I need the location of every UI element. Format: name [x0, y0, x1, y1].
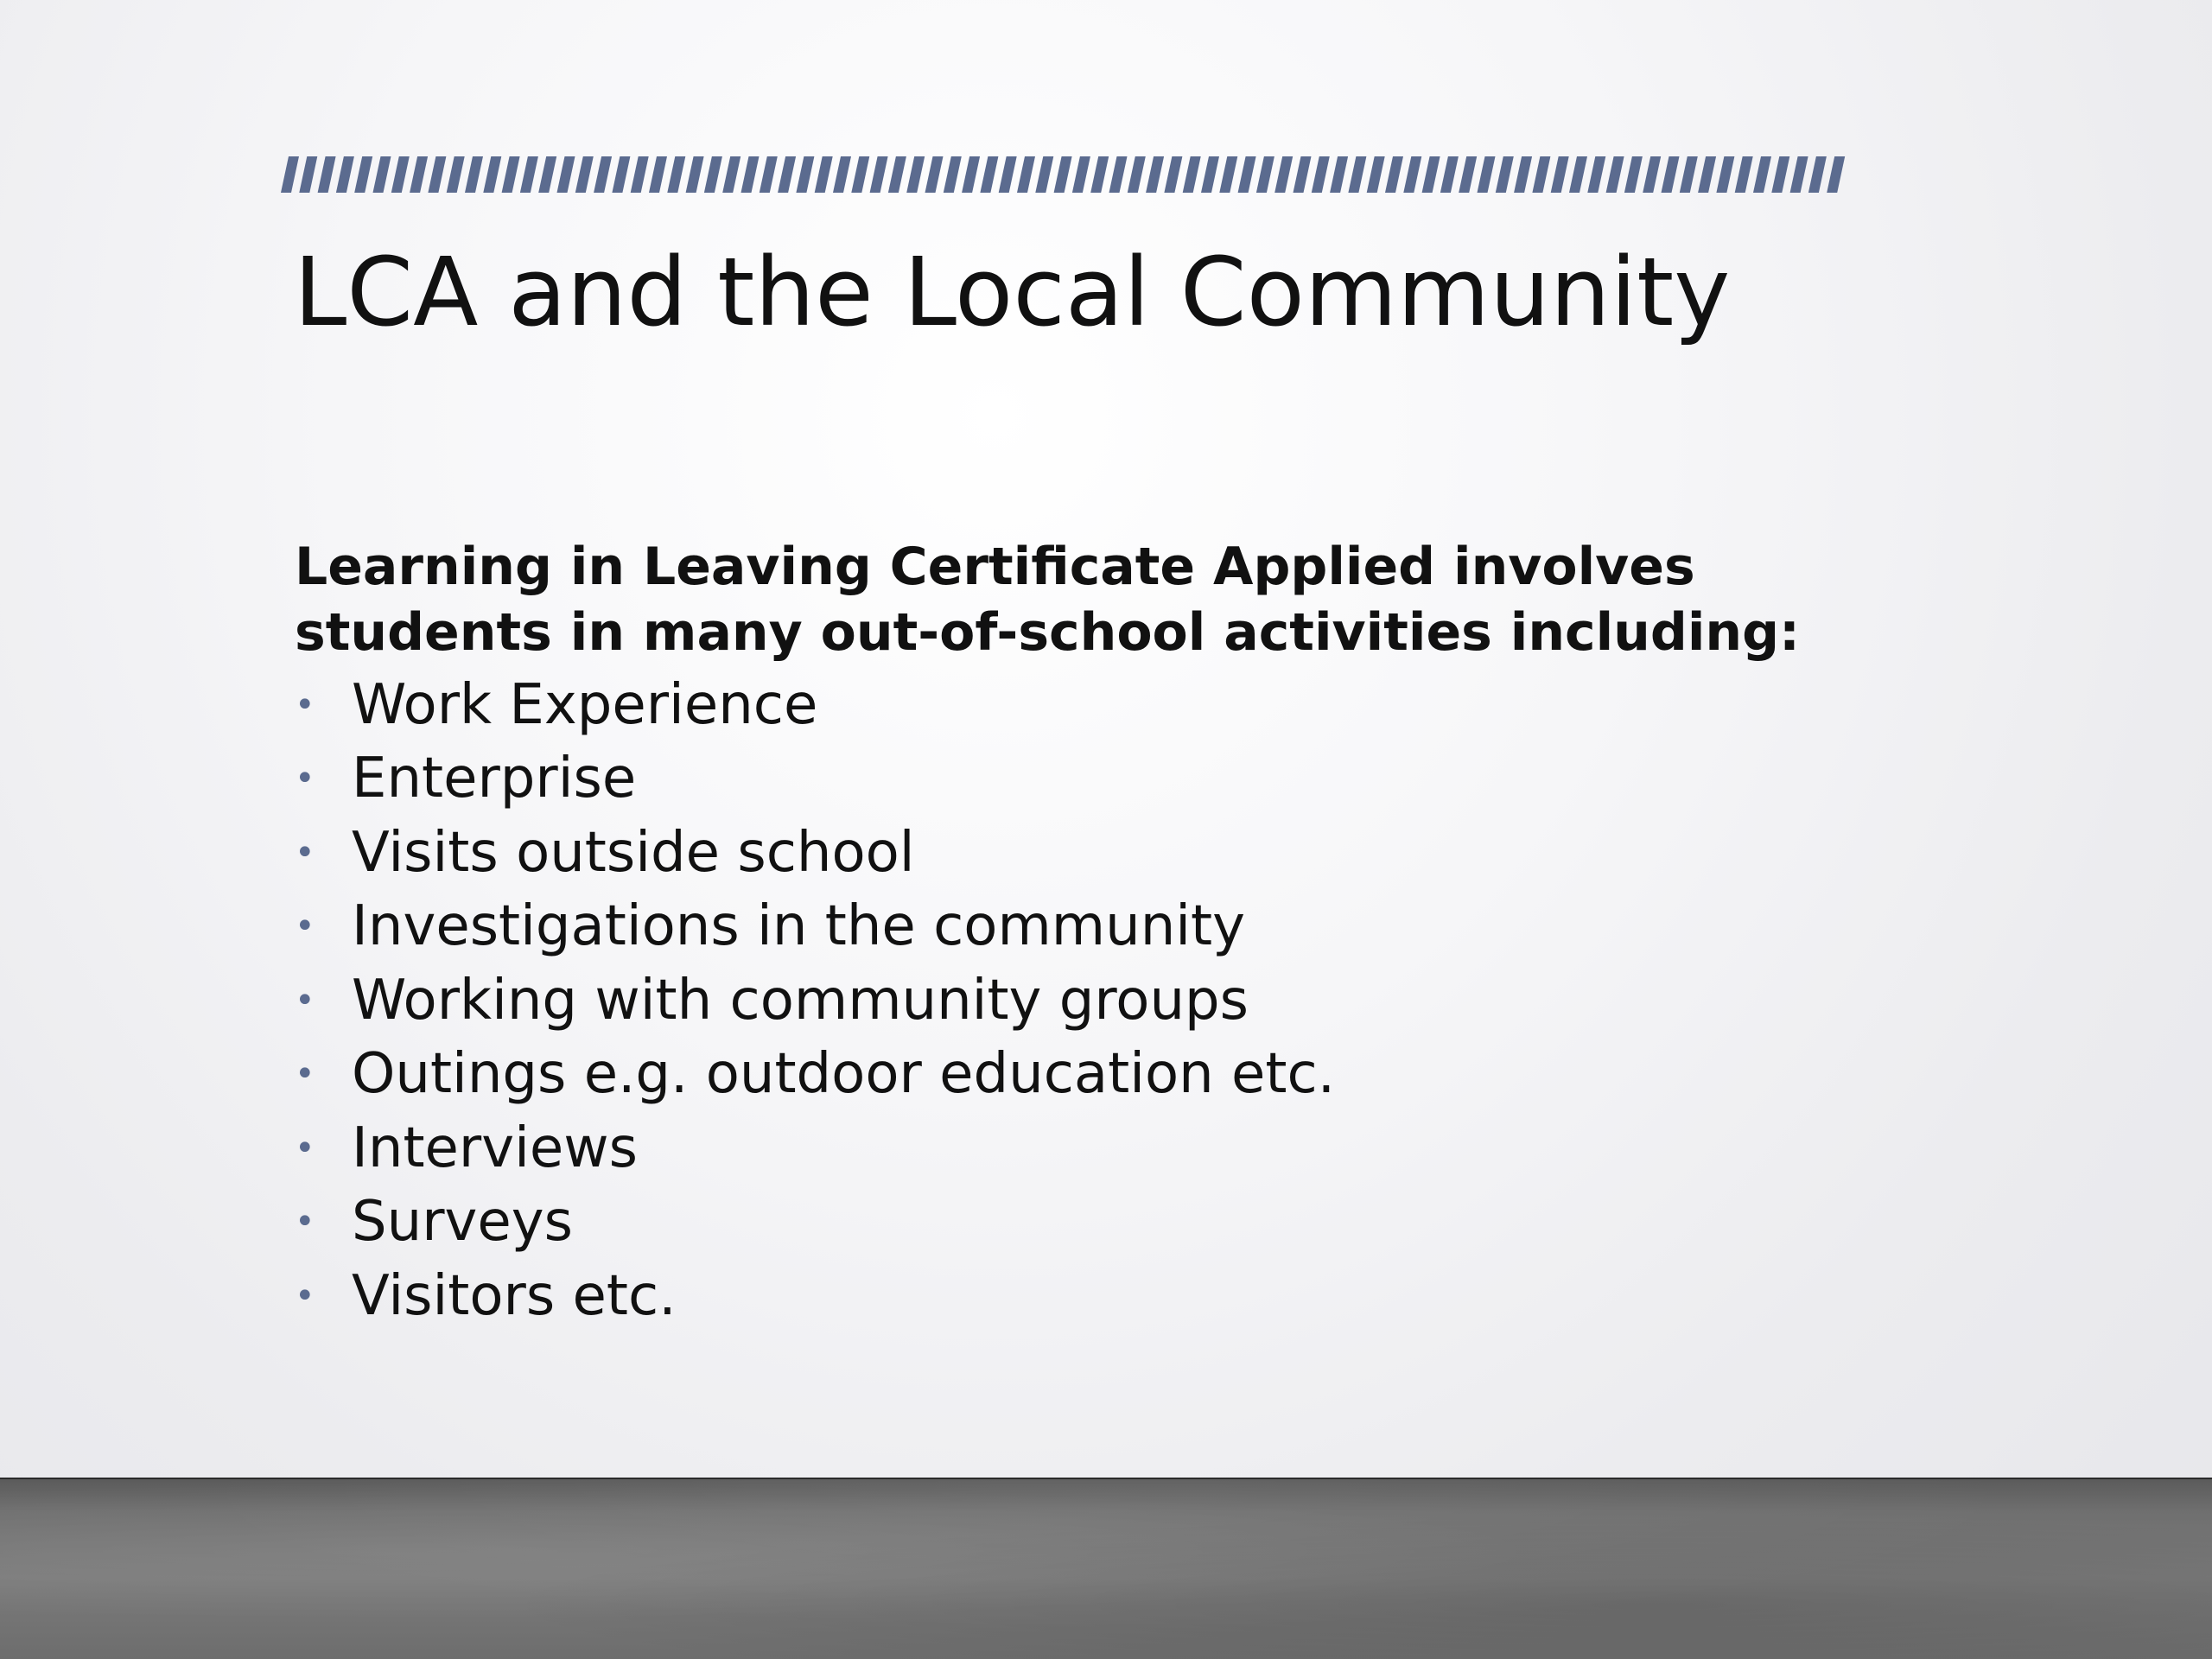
stripe-segment	[1035, 156, 1053, 193]
stripe-segment	[465, 156, 483, 193]
bullet-icon: •	[295, 906, 315, 947]
stripe-segment	[906, 156, 925, 193]
stripe-segment	[1790, 156, 1808, 193]
stripe-segment	[1256, 156, 1274, 193]
stripe-segment	[1017, 156, 1035, 193]
stripe-segment	[1440, 156, 1459, 193]
bullet-item	[295, 1111, 1335, 1185]
bullet-item	[295, 816, 1335, 890]
stripe-segment	[815, 156, 833, 193]
stripe-segment	[1238, 156, 1256, 193]
stripe-segment	[594, 156, 612, 193]
bullet-item	[295, 1185, 1335, 1260]
stripe-segment	[851, 156, 869, 193]
bullet-item	[295, 668, 1335, 742]
stripe-segment	[318, 156, 336, 193]
stripe-segment	[1183, 156, 1201, 193]
stripe-segment	[373, 156, 391, 193]
stripe-segment	[925, 156, 944, 193]
stripe-segment	[1551, 156, 1569, 193]
bullet-icon: •	[295, 1054, 315, 1095]
stripe-segment	[778, 156, 796, 193]
stripe-segment	[1164, 156, 1182, 193]
stripe-segment	[1146, 156, 1164, 193]
stripe-segment	[962, 156, 980, 193]
bullet-text: Surveys	[352, 1190, 573, 1255]
stripe-segment	[483, 156, 501, 193]
stripe-segment	[1274, 156, 1293, 193]
stripe-segment	[428, 156, 446, 193]
bullet-text: Enterprise	[352, 747, 637, 811]
stripe-segment	[631, 156, 649, 193]
stripe-segment	[1514, 156, 1532, 193]
stripe-segment	[1716, 156, 1734, 193]
bullet-icon: •	[295, 1128, 315, 1168]
stripe-segment	[1128, 156, 1146, 193]
stripe-segment	[760, 156, 778, 193]
stripe-segment	[299, 156, 317, 193]
stripe-segment	[1698, 156, 1716, 193]
bullet-text: Working with community groups	[352, 968, 1249, 1033]
bullet-text: Visits outside school	[352, 820, 915, 885]
stripe-segment	[391, 156, 410, 193]
stripe-segment	[667, 156, 685, 193]
intro-text: Learning in Leaving Certificate Applied involves students in many out-of-school activities including:	[295, 537, 1801, 663]
stripe-segment	[410, 156, 428, 193]
stripe-segment	[1496, 156, 1514, 193]
stripe-segment	[741, 156, 760, 193]
stripe-segment	[1330, 156, 1348, 193]
stripe-segment	[520, 156, 538, 193]
stripe-segment	[1662, 156, 1680, 193]
stripe-segment	[833, 156, 851, 193]
bullet-text: Interviews	[352, 1116, 638, 1180]
stripe-segment	[1294, 156, 1312, 193]
stripe-segment	[1643, 156, 1661, 193]
bullet-list	[295, 668, 1335, 1333]
stripe-segment	[888, 156, 906, 193]
stripe-segment	[612, 156, 630, 193]
stripe-segment	[944, 156, 962, 193]
stripe-segment	[870, 156, 888, 193]
stripe-segment	[999, 156, 1017, 193]
stripe-segment	[686, 156, 704, 193]
stripe-segment	[1808, 156, 1827, 193]
stripe-segment	[1348, 156, 1366, 193]
stripe-segment	[1587, 156, 1605, 193]
bullet-item	[295, 1259, 1335, 1333]
bullet-icon: •	[295, 759, 315, 799]
stripe-segment	[557, 156, 575, 193]
stripe-segment	[1827, 156, 1845, 193]
stripe-segment	[1753, 156, 1771, 193]
concrete-floor-image	[0, 1479, 2212, 1659]
bullet-text: Investigations in the community	[352, 894, 1245, 959]
stripe-segment	[1219, 156, 1237, 193]
stripe-segment	[1367, 156, 1385, 193]
stripe-segment	[796, 156, 814, 193]
stripe-segment	[649, 156, 667, 193]
stripe-segment	[336, 156, 354, 193]
stripe-segment	[1090, 156, 1109, 193]
bullet-text: Work Experience	[352, 672, 818, 737]
bullet-item	[295, 963, 1335, 1038]
stripe-segment	[538, 156, 556, 193]
bullet-icon: •	[295, 684, 315, 725]
bullet-icon: •	[295, 832, 315, 873]
stripe-segment	[1312, 156, 1330, 193]
stripe-segment	[980, 156, 998, 193]
slide-title: LCA and the Local Community	[294, 237, 1731, 347]
bullet-item	[295, 890, 1335, 964]
stripe-segment	[447, 156, 465, 193]
bullet-text: Visitors etc.	[352, 1263, 677, 1328]
stripe-segment	[1201, 156, 1219, 193]
stripe-segment	[1054, 156, 1072, 193]
stripe-segment	[722, 156, 741, 193]
bullet-item	[295, 742, 1335, 817]
stripe-segment	[1735, 156, 1753, 193]
stripe-segment	[704, 156, 722, 193]
stripe-segment	[1624, 156, 1643, 193]
decorative-stripe-bar	[281, 156, 1860, 193]
stripe-segment	[1403, 156, 1421, 193]
stripe-segment	[354, 156, 372, 193]
stripe-segment	[1385, 156, 1403, 193]
stripe-segment	[1680, 156, 1698, 193]
bullet-item	[295, 1038, 1335, 1112]
stripe-segment	[1532, 156, 1550, 193]
stripe-segment	[1478, 156, 1496, 193]
stripe-segment	[1109, 156, 1128, 193]
stripe-segment	[1459, 156, 1477, 193]
stripe-segment	[502, 156, 520, 193]
bullet-icon: •	[295, 1202, 315, 1243]
bullet-text: Outings e.g. outdoor education etc.	[352, 1042, 1336, 1107]
stripe-segment	[1422, 156, 1440, 193]
stripe-segment	[575, 156, 594, 193]
bullet-icon: •	[295, 980, 315, 1020]
stripe-segment	[1771, 156, 1789, 193]
stripe-segment	[1072, 156, 1090, 193]
stripe-segment	[1606, 156, 1624, 193]
stripe-segment	[281, 156, 299, 193]
bullet-icon: •	[295, 1275, 315, 1316]
stripe-segment	[1569, 156, 1587, 193]
